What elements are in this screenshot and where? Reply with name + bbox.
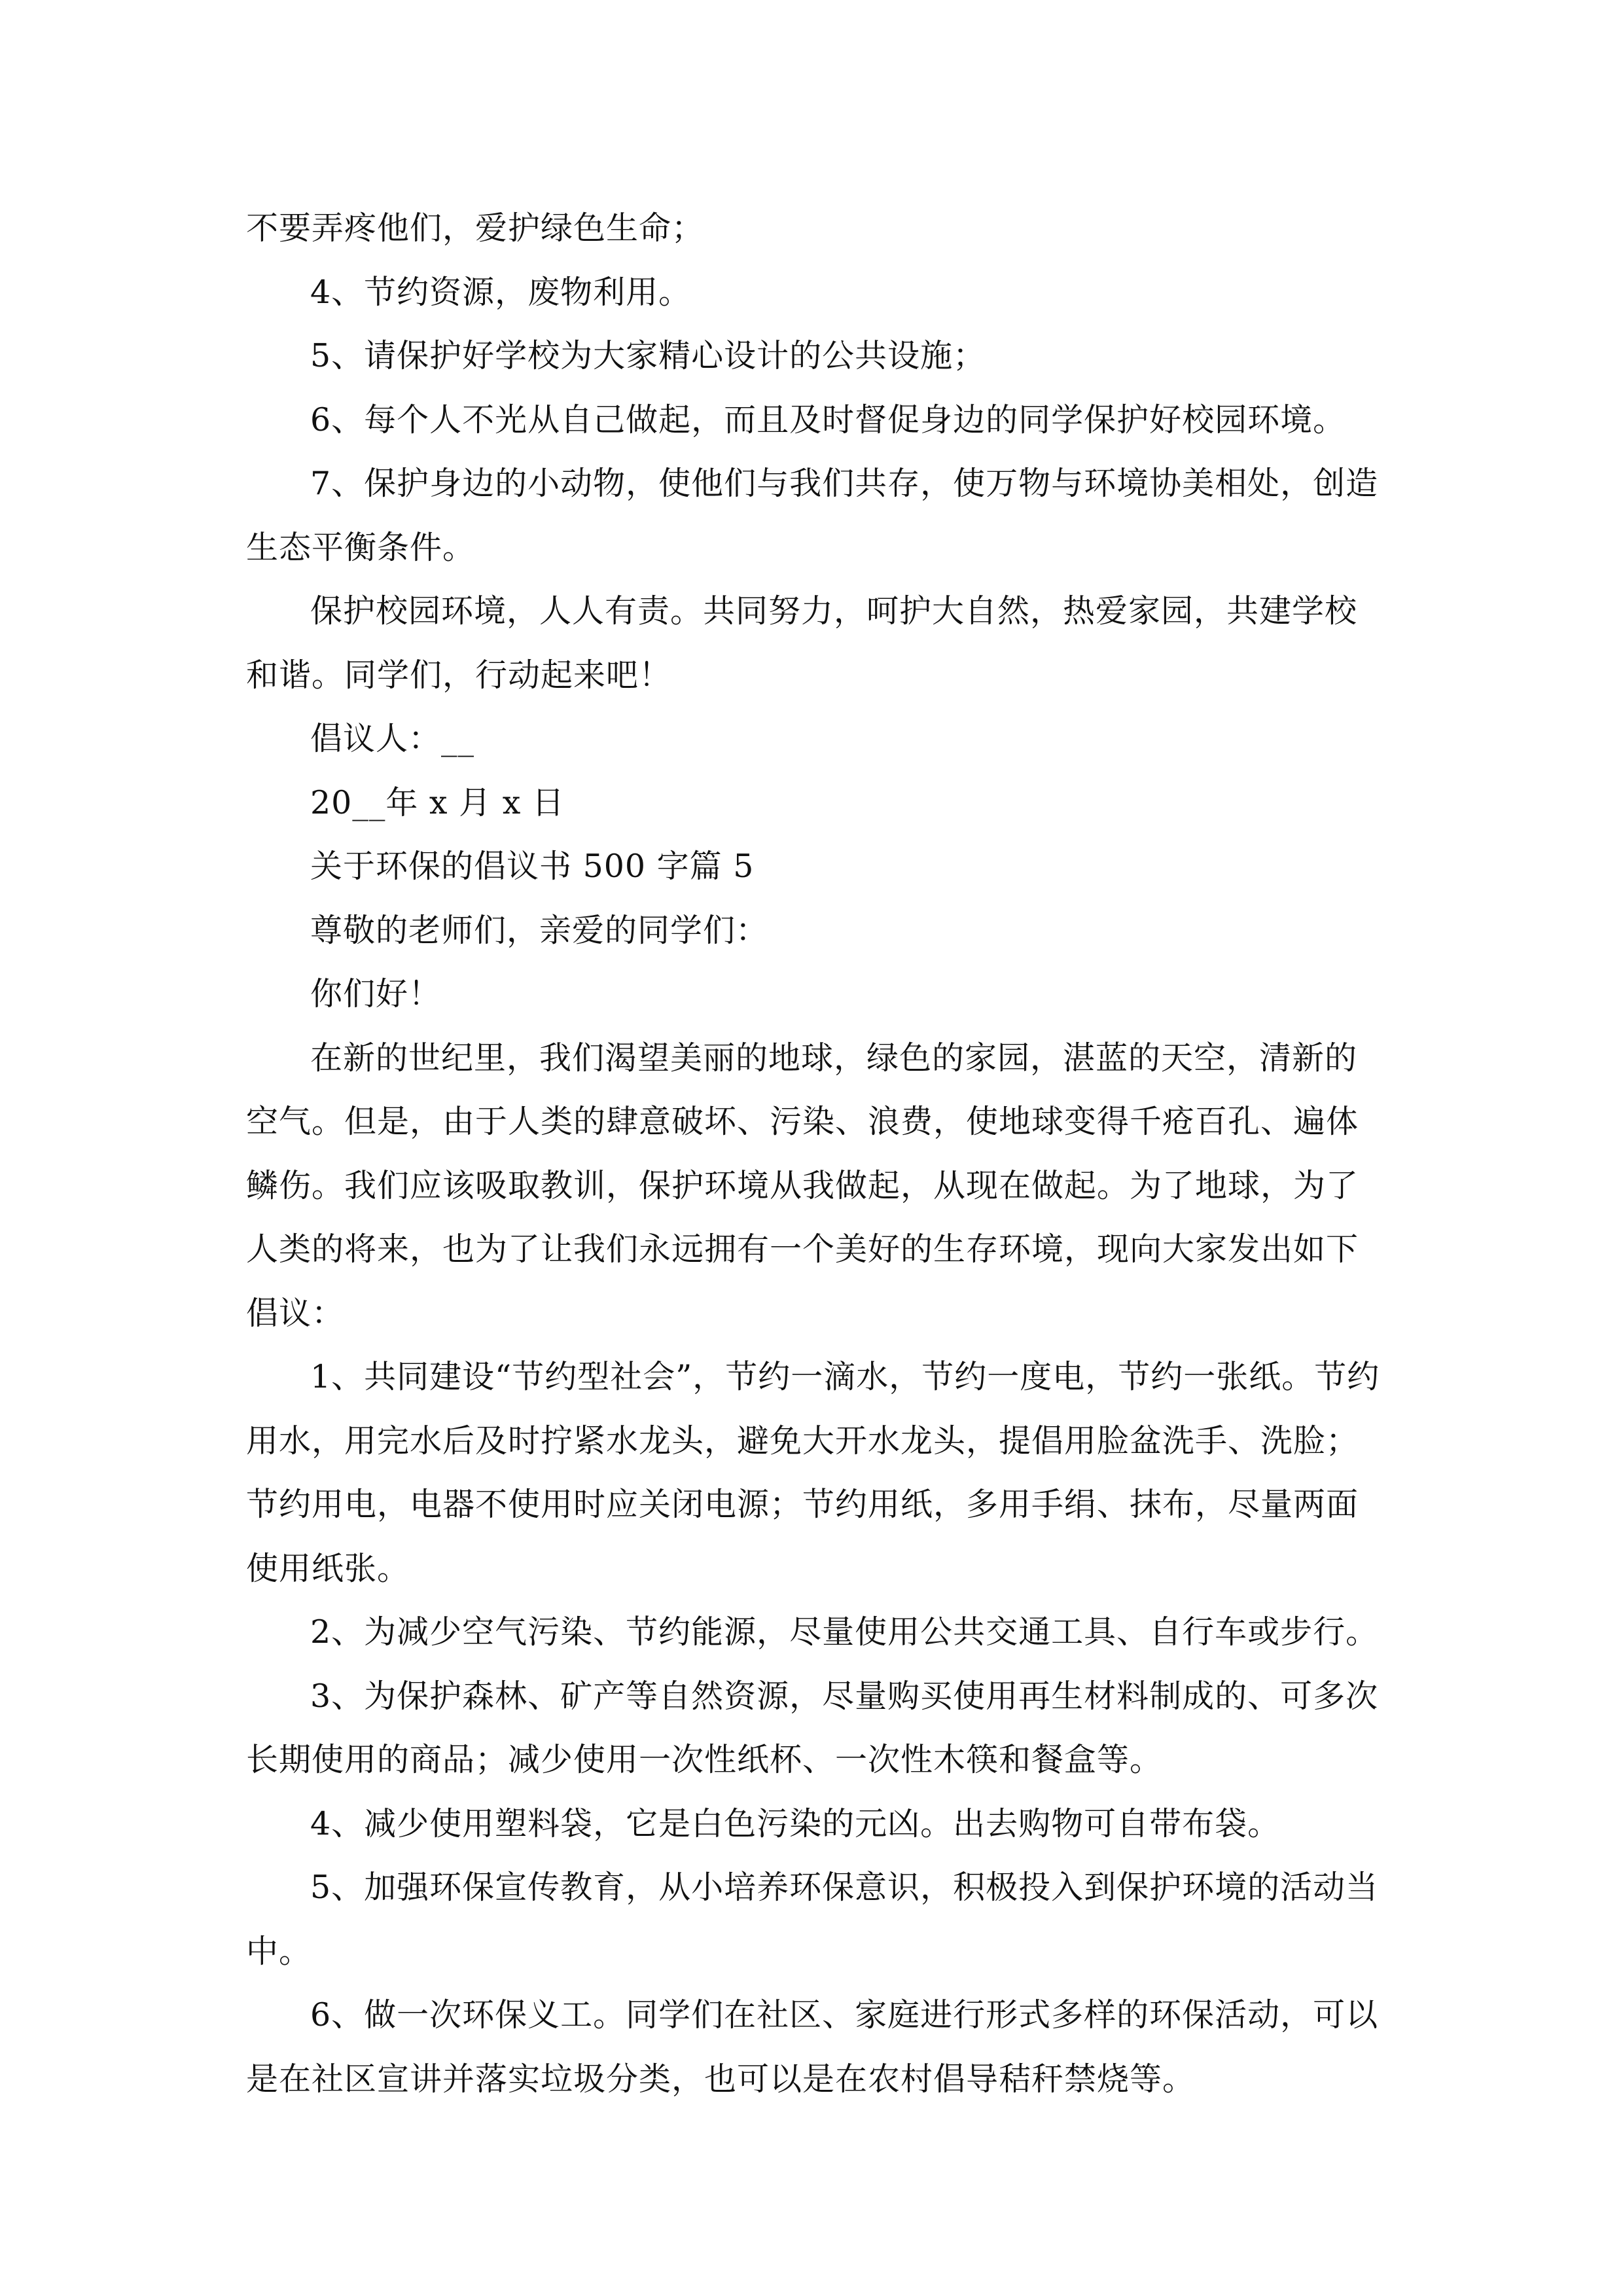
paragraph-item-7-animals: 7、保护身边的小动物，使他们与我们共存，使万物与环境协美相处，创造生态平衡条件。 (246, 465, 1379, 566)
paragraph-intro: 在新的世纪里，我们渴望美丽的地球，绿色的家园，湛蓝的天空，清新的空气。但是，由于人类的肆意破坏、污染、浪费，使地球变得千疮百孔、遍体鳞伤。我们应该吸取教训，保护环境从我做起，从现在做起。为了地球，为了人类的将来，也为了让我们永远拥有一个美好的生存环境，现向大家发出如下倡议： (246, 1039, 1359, 1332)
section-title: 关于环保的倡议书 500 字篇 5 (310, 848, 755, 885)
paragraph-proposal-2: 2、为减少空气污染、节约能源，尽量使用公共交通工具、自行车或步行。 (310, 1613, 1379, 1651)
paragraph-proposal-4: 4、减少使用塑料袋，它是白色污染的元凶。出去购物可自带布袋。 (310, 1804, 1281, 1842)
paragraph-closing-call: 保护校园环境，人人有责。共同努力，呵护大自然，热爱家园，共建学校和谐。同学们，行动起来吧！ (246, 592, 1358, 694)
paragraph-item-5-facilities: 5、请保护好学校为大家精心设计的公共设施； (310, 337, 986, 374)
paragraph-continuation: 不要弄疼他们，爱护绿色生命； (246, 209, 705, 247)
paragraph-date: 20__年 x 月 x 日 (310, 783, 565, 821)
paragraph-proposal-5: 5、加强环保宣传教育，从小培养环保意识，积极投入到保护环境的活动当中。 (246, 1869, 1379, 1970)
paragraph-greeting: 你们好！ (310, 975, 442, 1013)
paragraph-proposal-1: 1、共同建设“节约型社会”，节约一滴水，节约一度电，节约一张纸。节约用水，用完水后及时拧紧水龙头，避免大开水龙头，提倡用脸盆洗手、洗脸；节约用电，电器不使用时应关闭电源；节约用纸，多用手绢、抹布，尽量两面使用纸张。 (246, 1358, 1380, 1587)
paragraph-item-4-resources: 4、节约资源，废物利用。 (310, 273, 692, 311)
paragraph-salutation: 尊敬的老师们，亲爱的同学们： (310, 911, 769, 949)
document-body (246, 196, 1385, 2111)
paragraph-item-6-supervise: 6、每个人不光从自己做起，而且及时督促身边的同学保护好校园环境。 (310, 401, 1346, 439)
paragraph-proposal-3: 3、为保护森林、矿产等自然资源，尽量购买使用再生材料制成的、可多次长期使用的商品；减少使用一次性纸杯、一次性木筷和餐盒等。 (246, 1677, 1379, 1778)
paragraph-proposal-6: 6、做一次环保义工。同学们在社区、家庭进行形式多样的环保活动，可以是在社区宣讲并落实垃圾分类，也可以是在农村倡导秸秆禁烧等。 (246, 1996, 1379, 2098)
paragraph-initiator: 倡议人：__ (310, 720, 475, 757)
